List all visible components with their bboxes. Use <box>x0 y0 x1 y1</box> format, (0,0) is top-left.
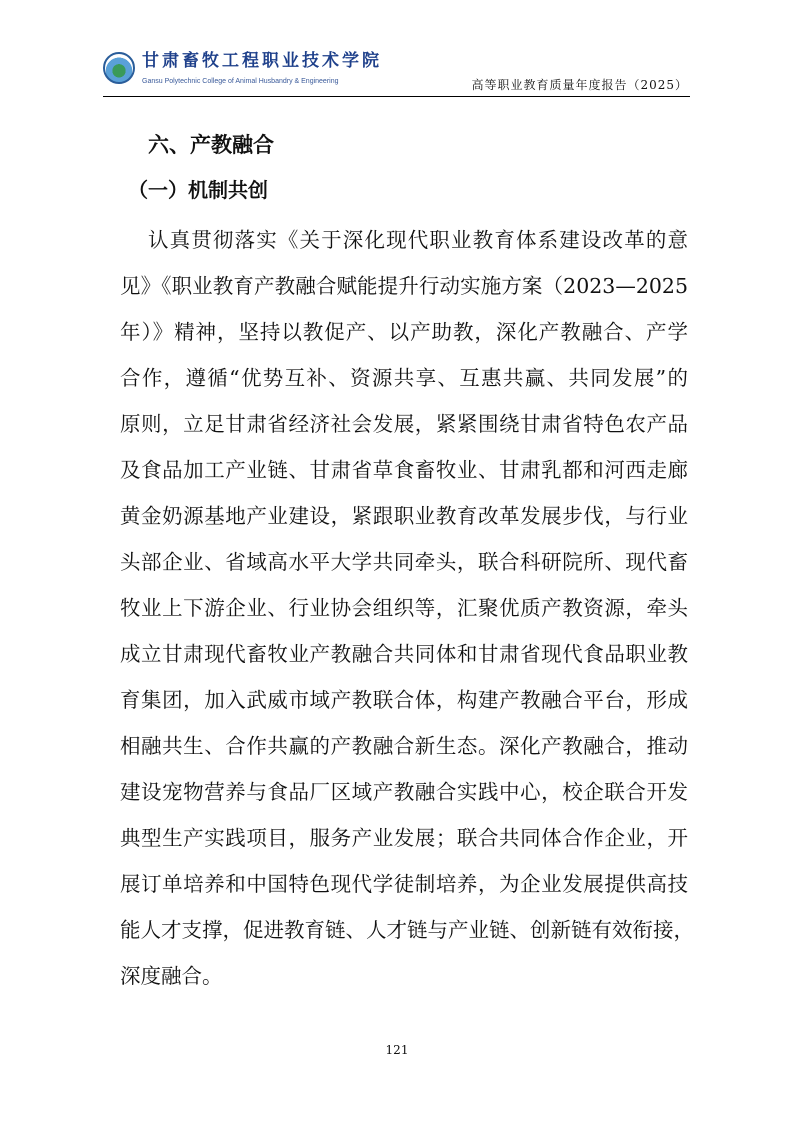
page-number: 121 <box>385 1043 409 1057</box>
paragraph-line: 头部企业、省域高水平大学共同牵头，联合科研院所、现代畜 <box>120 550 688 574</box>
paragraph-line: 建设宠物营养与食品厂区域产教融合实践中心，校企联合开发 <box>120 780 688 804</box>
paragraph-line: 见》《职业教育产教融合赋能提升行动实施方案（2023—2025 <box>120 274 688 298</box>
college-name-en: Gansu Polytechnic College of Animal Husbandry & Engineering <box>142 78 339 85</box>
report-title: 高等职业教育质量年度报告（2025） <box>471 78 688 92</box>
paragraph-line: 牧业上下游企业、行业协会组织等，汇聚优质产教资源，牵头 <box>120 596 688 620</box>
section-title: 六、产教融合 <box>148 132 274 157</box>
paragraph-line: 黄金奶源基地产业建设，紧跟职业教育改革发展步伐，与行业 <box>120 504 688 528</box>
paragraph-line: 及食品加工产业链、甘肃省草食畜牧业、甘肃乳都和河西走廊 <box>120 458 688 482</box>
subsection-title: （一）机制共创 <box>128 178 268 202</box>
paragraph-line: 原则，立足甘肃省经济社会发展，紧紧围绕甘肃省特色农产品 <box>120 412 688 436</box>
header-divider <box>103 96 690 97</box>
paragraph-line: 年）》精神，坚持以教促产、以产助教，深化产教融合、产学 <box>120 320 688 344</box>
paragraph-line: 能人才支撑，促进教育链、人才链与产业链、创新链有效衔接， <box>120 918 694 942</box>
paragraph-line: 典型生产实践项目，服务产业发展；联合共同体合作企业，开 <box>120 826 688 850</box>
college-name-cn: 甘肃畜牧工程职业技术学院 <box>142 51 382 71</box>
paragraph-line: 深度融合。 <box>120 964 223 988</box>
paragraph-line: 成立甘肃现代畜牧业产教融合共同体和甘肃省现代食品职业教 <box>120 642 688 666</box>
paragraph-line: 育集团，加入武威市域产教联合体，构建产教融合平台，形成 <box>120 688 688 712</box>
paragraph-line: 展订单培养和中国特色现代学徒制培养，为企业发展提供高技 <box>120 872 688 896</box>
college-logo-icon <box>103 52 135 84</box>
paragraph-line: 相融共生、合作共赢的产教融合新生态。深化产教融合，推动 <box>120 734 688 758</box>
paragraph-line: 认真贯彻落实《关于深化现代职业教育体系建设改革的意 <box>148 228 688 252</box>
body-paragraph <box>120 224 694 1006</box>
paragraph-line: 合作，遵循“优势互补、资源共享、互惠共赢、共同发展”的 <box>120 366 688 390</box>
